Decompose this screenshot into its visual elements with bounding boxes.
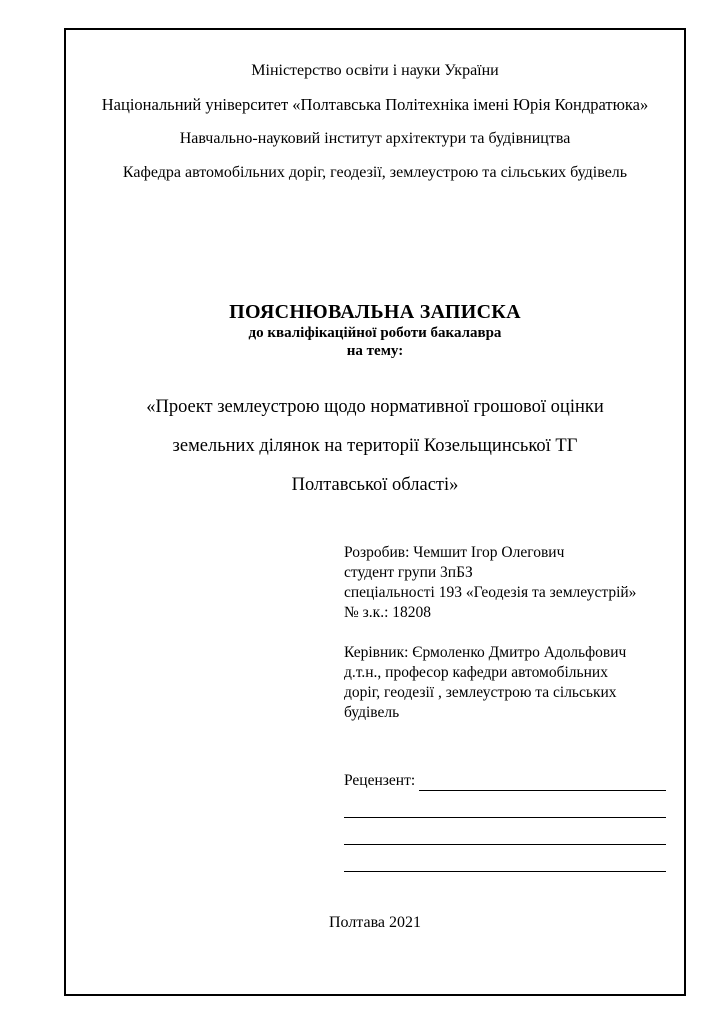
reviewer-row (344, 771, 666, 791)
institute-line: Навчально-науковий інститут архітектури та будівництва (179, 130, 571, 147)
city-year-line: Полтава 2021 (328, 914, 422, 931)
credits-column (344, 543, 674, 872)
topic-line: Полтавської області» (291, 475, 459, 495)
supervisor-block (344, 643, 674, 723)
supervisor-line: доріг, геодезії , землеустрою та сільських (344, 684, 617, 701)
university-line: Національний університет «Полтавська Політехніка імені Юрія Кондратюка» (101, 95, 649, 114)
reviewer-block (344, 771, 666, 872)
topic-line: «Проект землеустрою щодо нормативної грошової оцінки (146, 397, 604, 417)
author-line: № з.к.: 18208 (344, 604, 431, 621)
thesis-topic (66, 388, 684, 505)
signature-line (344, 845, 666, 872)
page-border (64, 28, 686, 996)
institution-header (66, 54, 684, 190)
signature-line (419, 773, 666, 791)
document-title-block (66, 300, 684, 360)
document-subtitle: до кваліфікаційної роботи бакалавра (248, 325, 502, 341)
topic-intro: на тему: (346, 343, 404, 359)
supervisor-line: Керівник: Єрмоленко Дмитро Адольфович (344, 644, 627, 661)
author-block (344, 543, 674, 623)
ministry-line: Міністерство освіти і науки України (251, 62, 499, 79)
department-line: Кафедра автомобільних доріг, геодезії, землеустрою та сільських будівель (122, 164, 628, 181)
signature-line (344, 791, 666, 818)
supervisor-line: д.т.н., професор кафедри автомобільних (344, 664, 608, 681)
author-line: студент групи 3пБЗ (344, 564, 473, 581)
supervisor-line: будівель (344, 704, 400, 721)
topic-line: земельних ділянок на території Козельщинської ТГ (172, 436, 578, 456)
signature-line (344, 818, 666, 845)
author-line: Розробив: Чемшит Ігор Олегович (344, 544, 565, 561)
document-title: ПОЯСНЮВАЛЬНА ЗАПИСКА (229, 301, 521, 323)
title-page (66, 30, 684, 994)
author-line: спеціальності 193 «Геодезія та землеустрій» (344, 584, 637, 601)
reviewer-label: Рецензент: (344, 772, 416, 789)
